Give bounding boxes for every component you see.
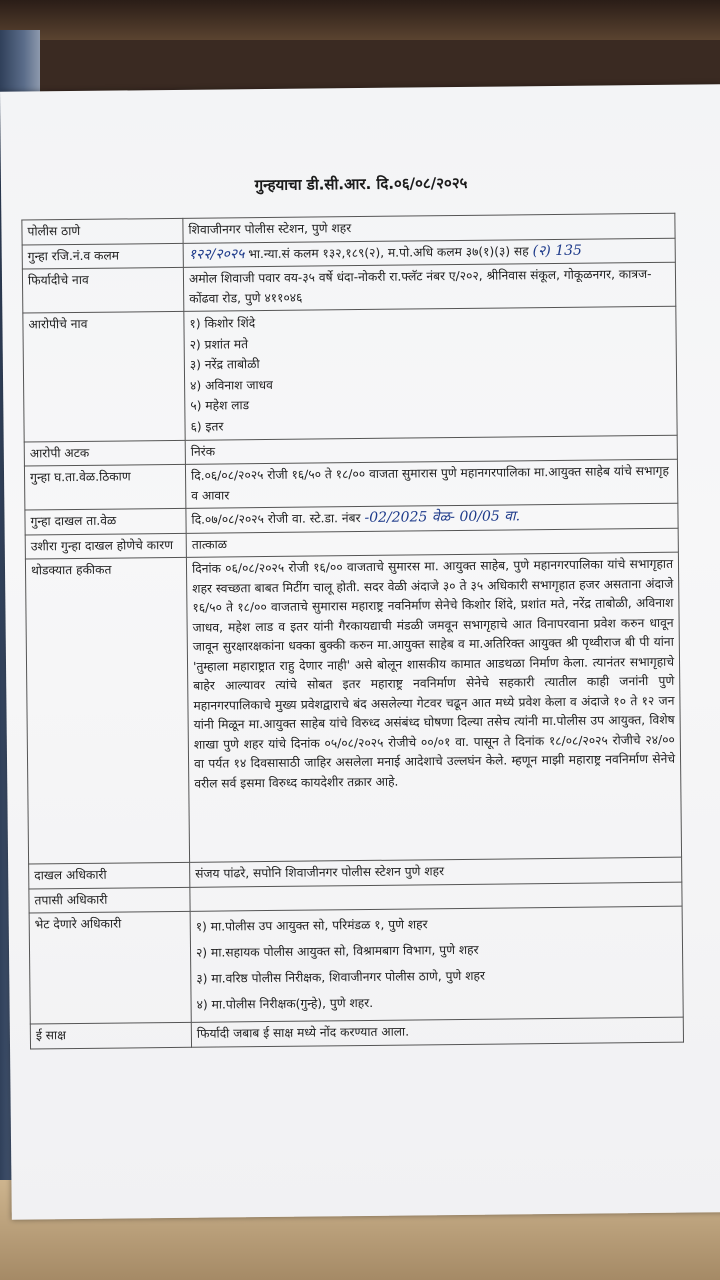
document-title: गुन्हयाचा डी.सी.आर. दि.०६/०८/२०२५ [254,173,468,195]
arrest-value: निरंक [185,435,677,465]
row-visiting-officers [29,906,683,1024]
fir-table [21,213,684,1050]
visiting-officers-list [190,906,683,1022]
accused-label: आरोपीचे नाव [23,311,185,441]
investigating-officer-label: तपासी अधिकारी [29,887,190,913]
visiting-officers-label: भेट देणारे अधिकारी [29,911,191,1024]
e-sakshya-label: ई साक्ष [30,1022,191,1049]
accused-item: ४) अविनाश जाधव [190,377,273,393]
filed-label: गुन्हा दाखल ता.वेळ [25,508,186,534]
visiting-officer-item: ३) मा.वरिष्ठ पोलीस निरीक्षक, शिवाजीनगर पोलीस ठाणे, पुणे शहर [196,968,485,986]
row-complainant [22,262,675,313]
accused-item: ३) नरेंद्र ताबोळी [189,357,260,372]
document-sheet [0,84,720,1219]
facts-label: थोडक्यात हकीकत [25,557,189,864]
row-facts [25,552,681,864]
police-station-label: पोलीस ठाणे [22,218,183,244]
case-reg-label: गुन्हा रजि.नं.व कलम [22,243,183,269]
accused-item: ५) महेश लाड [190,398,250,414]
accused-item: ६) इतर [190,419,224,434]
filed-value: दि.०७/०८/२०२५ रोजी वा. स्टे.डा. नंबर [191,511,361,527]
case-sections-handwritten: (२) 135 [532,242,583,259]
facts-value: दिनांक ०६/०८/२०२५ रोजी १६/०० वाजताचे सुमारस मा. आयुक्त साहेब, पुणे महानगरपालिका यांचे सभागृहात शहर स्वच्छता बाबत मिटींग चालू होती. सदर वेळी अंदाजे ३० ते ३५ अधिकारी सभागृहात हजर असताना अंदाजे १६/५० ते १८/०० वाजताचे सुमारास महाराष्ट्र नवनिर्माण सेनेचे किशोर शिंदे, प्रशांत मते, नरेंद्र ताबोळी, अविनाश जाधव, महेश लाड व इतर यांनी गैरकायद्याची मंडळी जमवून सभागृहाचे आत विनापरवाना प्रवेश करुन धावून जावून सुरक्षारक्षकांना धक्का बुक्की करुन मा.आयुक्त साहेब व मा.अतिरिक्त आयुक्त श्री पृथ्वीराज बी पी यांना 'तुम्हाला महाराष्ट्रात राहु देणार नाही' असे बोलून शासकीय कामात आडथळा निर्माण केला. त्यानंतर सभागृहाचे बाहेर आल्यावर त्यांचे सोबत इतर महाराष्ट्र नवनिर्माण सेनेचे सहकारी त्यातील काही जनांनी पुणे महानगरपालिकाचे मुख्य प्रवेशद्वाराचे बंद असलेल्या गेटवर चढून आत मध्ये प्रवेश केला व अंदाजे १० ते १२ जन यांनी मिळून मा.आयुक्त साहेब यांचे विरुध्द असंबंध्द घोषणा दिल्या तसेच त्यांनी मा.पोलीस उप आयुक्त, विशेष शाखा पुणे शहर यांचे दिनांक ०५/०८/२०२५ रोजीचे ००/०१ वा. पासून ते दिनांक १८/०८/२०२५ रोजीचे २४/०० वा पर्यत १४ दिवसासाठी जाहिर असलेला मनाई आदेशाचे उल्लघंन केले. म्हणून माझी महाराष्ट्र नवनिर्माण सेनेचे वरील सर्व इसमा विरुध्द कायदेशीर तक्रार आहे. [186,552,681,862]
row-incident [24,459,677,510]
incident-value: दि.०६/०८/२०२५ रोजी १६/५० ते १८/०० वाजता सुमारास पुणे महानगरपालिका मा.आयुक्त साहेब यांचे सभागृह व आवार [185,459,677,508]
filing-officer-label: दाखल अधिकारी [29,862,190,888]
complainant-label: फिर्यादीचे नाव [22,267,183,313]
case-number-handwritten: १२२/२०२५ [188,245,245,263]
arrest-label: आरोपी अटक [24,440,185,466]
police-station-value: शिवाजीनगर पोलीस स्टेशन, पुणे शहर [183,213,675,243]
incident-label: गुन्हा घ.ता.वेळ.ठिकाण [24,464,185,510]
filing-officer-value: संजय पांढरे, सपोनि शिवाजीनगर पोलीस स्टेशन पुणे शहर [190,857,682,887]
delay-label: उशीरा गुन्हा दाखल होणेचे कारण [25,533,186,559]
delay-value: तात्काळ [186,528,678,558]
accused-item: १) किशोर शिंदे [189,316,256,331]
accused-list [184,306,677,440]
visiting-officer-item: १) मा.पोलीस उप आयुक्त सो, परिमंडळ १, पुणे शहर [195,917,428,934]
complainant-value: अमोल शिवाजी पवार वय-३५ वर्षे धंदा-नोकरी रा.फ्लॅट नंबर ए/२०२, श्रीनिवास संकूल, गोकूळनगर, कात्रज-कोंढवा रोड, पुणे ४११०४६ [183,262,675,311]
visiting-officer-item: ४) मा.पोलीस निरीक्षक(गुन्हे), पुणे शहर. [196,995,374,1012]
visiting-officer-item: २) मा.सहायक पोलीस आयुक्त सो, विश्रामबाग विभाग, पुणे शहर [195,942,479,960]
accused-item: २) प्रशांत मते [189,336,249,352]
background-desk [0,0,720,40]
e-sakshya-value: फिर्यादी जबाब ई साक्ष मध्ये नोंद करण्यात आला. [191,1017,683,1047]
case-sections: भा.न्या.सं कलम १३२,१८९(२), म.पो.अधि कलम ३७(१)(३) सह [248,243,529,261]
filed-handwritten: -02/2025 वेळ- 00/05 वा. [364,508,521,527]
row-accused [23,306,677,441]
